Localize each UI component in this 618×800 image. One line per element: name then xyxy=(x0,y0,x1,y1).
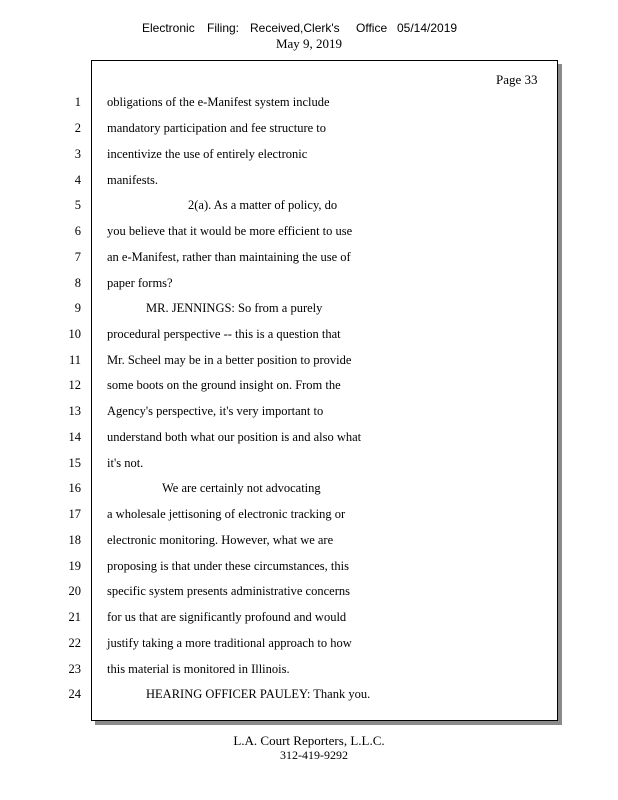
line-number: 19 xyxy=(68,559,81,573)
line-number: 16 xyxy=(68,481,81,495)
transcript-line: HEARING OFFICER PAULEY: Thank you. xyxy=(146,687,371,701)
line-number: 6 xyxy=(74,224,81,238)
transcript-line: mandatory participation and fee structure to xyxy=(107,121,327,135)
transcript-line: Agency's perspective, it's very important to xyxy=(107,404,324,418)
transcript-line: a wholesale jettisoning of electronic tracking or xyxy=(107,507,346,521)
line-number: 14 xyxy=(68,430,81,444)
filing-stamp-date: 05/14/2019 xyxy=(397,21,458,35)
transcript-line: 2(a). As a matter of policy, do xyxy=(188,198,338,212)
line-number: 3 xyxy=(74,147,81,161)
line-number: 20 xyxy=(68,584,81,598)
transcript-line: this material is monitored in Illinois. xyxy=(107,662,290,676)
footer-phone: 312-419-9292 xyxy=(280,748,348,762)
transcript-line: an e-Manifest, rather than maintaining the use of xyxy=(107,250,351,264)
line-number: 8 xyxy=(74,276,81,290)
line-number: 5 xyxy=(74,198,81,212)
transcript-line: incentivize the use of entirely electronic xyxy=(107,147,308,161)
transcript-line: proposing is that under these circumstances, this xyxy=(107,559,349,573)
line-number: 1 xyxy=(74,95,81,109)
footer-company: L.A. Court Reporters, L.L.C. xyxy=(233,733,385,748)
filing-stamp-filing: Filing: xyxy=(207,21,240,35)
transcript-line: for us that are significantly profound and would xyxy=(107,610,347,624)
line-number: 18 xyxy=(68,533,81,547)
line-number: 7 xyxy=(74,250,81,264)
line-number: 15 xyxy=(68,456,81,470)
line-number: 13 xyxy=(68,404,81,418)
line-number: 23 xyxy=(68,662,81,676)
line-number: 4 xyxy=(74,173,81,187)
filing-stamp-office: Office xyxy=(356,21,388,35)
page-number: Page 33 xyxy=(496,72,538,87)
transcript-line: obligations of the e-Manifest system include xyxy=(107,95,330,109)
filing-stamp-electronic: Electronic xyxy=(142,21,195,35)
transcript-line: you believe that it would be more efficient to use xyxy=(107,224,353,238)
line-number: 10 xyxy=(68,327,81,341)
transcript-line: manifests. xyxy=(107,173,159,187)
transcript-line: electronic monitoring. However, what we are xyxy=(107,533,334,547)
transcript-line: procedural perspective -- this is a question that xyxy=(107,327,341,341)
transcript-line: it's not. xyxy=(107,456,144,470)
line-number: 2 xyxy=(74,121,81,135)
transcript-line: Mr. Scheel may be in a better position to provide xyxy=(107,353,352,367)
transcript-line: We are certainly not advocating xyxy=(162,481,321,495)
transcript-line: paper forms? xyxy=(107,276,173,290)
filing-stamp-received: Received,Clerk's xyxy=(250,21,340,35)
line-number: 21 xyxy=(68,610,81,624)
line-number: 24 xyxy=(68,687,81,701)
line-number: 22 xyxy=(68,636,81,650)
transcript-line: justify taking a more traditional approach to how xyxy=(107,636,352,650)
transcript-line: some boots on the ground insight on. From the xyxy=(107,378,341,392)
hearing-date: May 9, 2019 xyxy=(275,36,343,51)
filing-stamp xyxy=(0,21,618,37)
line-number: 12 xyxy=(68,378,81,392)
transcript-line: understand both what our position is and also what xyxy=(107,430,362,444)
transcript-line: MR. JENNINGS: So from a purely xyxy=(146,301,323,315)
line-number: 17 xyxy=(68,507,81,521)
transcript-line: specific system presents administrative concerns xyxy=(107,584,350,598)
line-number: 9 xyxy=(74,301,81,315)
line-number: 11 xyxy=(68,353,81,367)
